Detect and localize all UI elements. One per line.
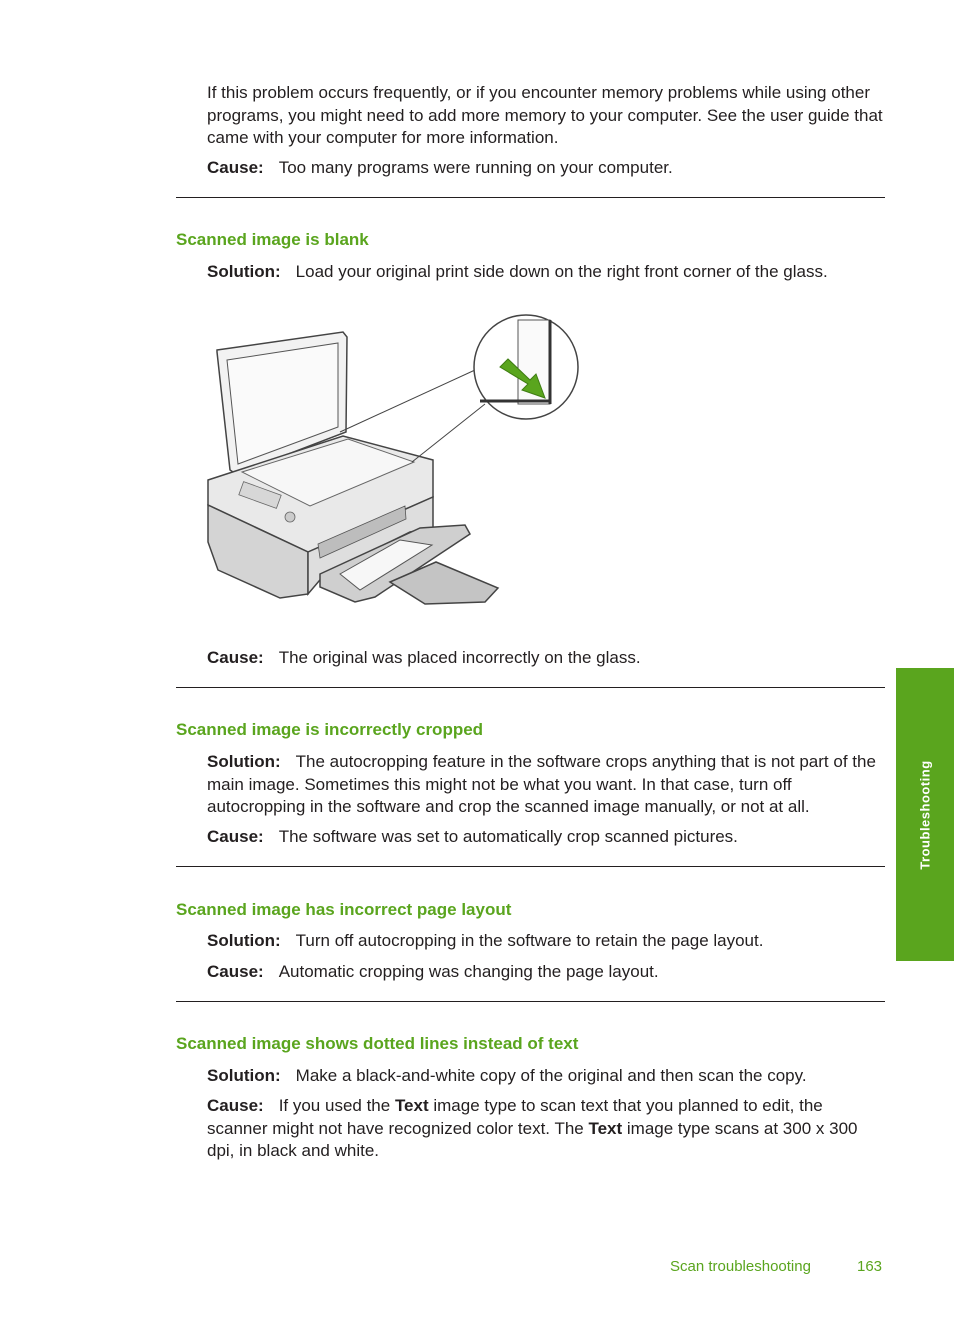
cause-layout bbox=[207, 961, 887, 984]
divider bbox=[176, 197, 885, 198]
solution-blank bbox=[207, 261, 887, 284]
cause-text: The original was placed incorrectly on the glass. bbox=[278, 648, 641, 667]
solution-label: Solution: bbox=[207, 931, 281, 950]
solution-label: Solution: bbox=[207, 752, 281, 771]
cause-emphasis: Text bbox=[588, 1118, 623, 1138]
solution-text: Make a black-and-white copy of the original and then scan the copy. bbox=[295, 1066, 807, 1085]
divider bbox=[176, 866, 885, 867]
cause-label: Cause: bbox=[207, 1096, 264, 1115]
scanner-illustration bbox=[200, 312, 590, 612]
cause-text: image type to scan text that you planned to edit, the scanner might not have recognized color text. The bbox=[207, 1096, 823, 1138]
cause-text: image type scans at 300 x 300 dpi, in black and white. bbox=[207, 1118, 858, 1160]
section-heading-cropped: Scanned image is incorrectly cropped bbox=[176, 720, 484, 739]
side-tab-label: Troubleshooting bbox=[917, 759, 933, 870]
solution-text: The autocropping feature in the software crops anything that is not part of the main image. Sometimes this might not be what you want. In that case, turn off autocropping in the software and crop the scanned image manually, or not at all. bbox=[207, 752, 876, 816]
solution-cropped bbox=[207, 751, 887, 819]
cause-label: Cause: bbox=[207, 158, 264, 177]
section-heading-blank: Scanned image is blank bbox=[176, 230, 369, 249]
section-heading-layout: Scanned image has incorrect page layout bbox=[176, 900, 512, 919]
cause-text: Automatic cropping was changing the page layout. bbox=[278, 962, 659, 981]
cause-cropped bbox=[207, 826, 887, 849]
cause-blank bbox=[207, 647, 887, 670]
cause-emphasis: Text bbox=[394, 1096, 429, 1115]
divider bbox=[176, 1001, 885, 1002]
cause-text: The software was set to automatically crop scanned pictures. bbox=[278, 827, 738, 846]
cause-label: Cause: bbox=[207, 827, 264, 846]
solution-label: Solution: bbox=[207, 1066, 281, 1085]
side-tab bbox=[896, 668, 954, 961]
solution-label: Solution: bbox=[207, 262, 281, 281]
solution-text: Turn off autocropping in the software to retain the page layout. bbox=[295, 931, 764, 950]
cause-label: Cause: bbox=[207, 648, 264, 667]
solution-layout bbox=[207, 930, 887, 953]
cause-text: Too many programs were running on your computer. bbox=[278, 158, 673, 177]
intro-paragraph: If this problem occurs frequently, or if you encounter memory problems while using other programs, you might need to add more memory to your computer. See the user guide that came with your computer for more information. bbox=[207, 83, 883, 147]
cause-text: If you used the bbox=[278, 1096, 395, 1115]
solution-dotted bbox=[207, 1065, 887, 1088]
cause-label: Cause: bbox=[207, 962, 264, 981]
divider bbox=[176, 687, 885, 688]
intro-cause bbox=[207, 157, 887, 180]
solution-text: Load your original print side down on the right front corner of the glass. bbox=[295, 262, 828, 281]
section-heading-dotted: Scanned image shows dotted lines instead of text bbox=[176, 1034, 579, 1053]
footer-section: Scan troubleshooting bbox=[670, 1258, 811, 1275]
cause-dotted bbox=[207, 1095, 887, 1163]
page-number: 163 bbox=[857, 1258, 883, 1275]
